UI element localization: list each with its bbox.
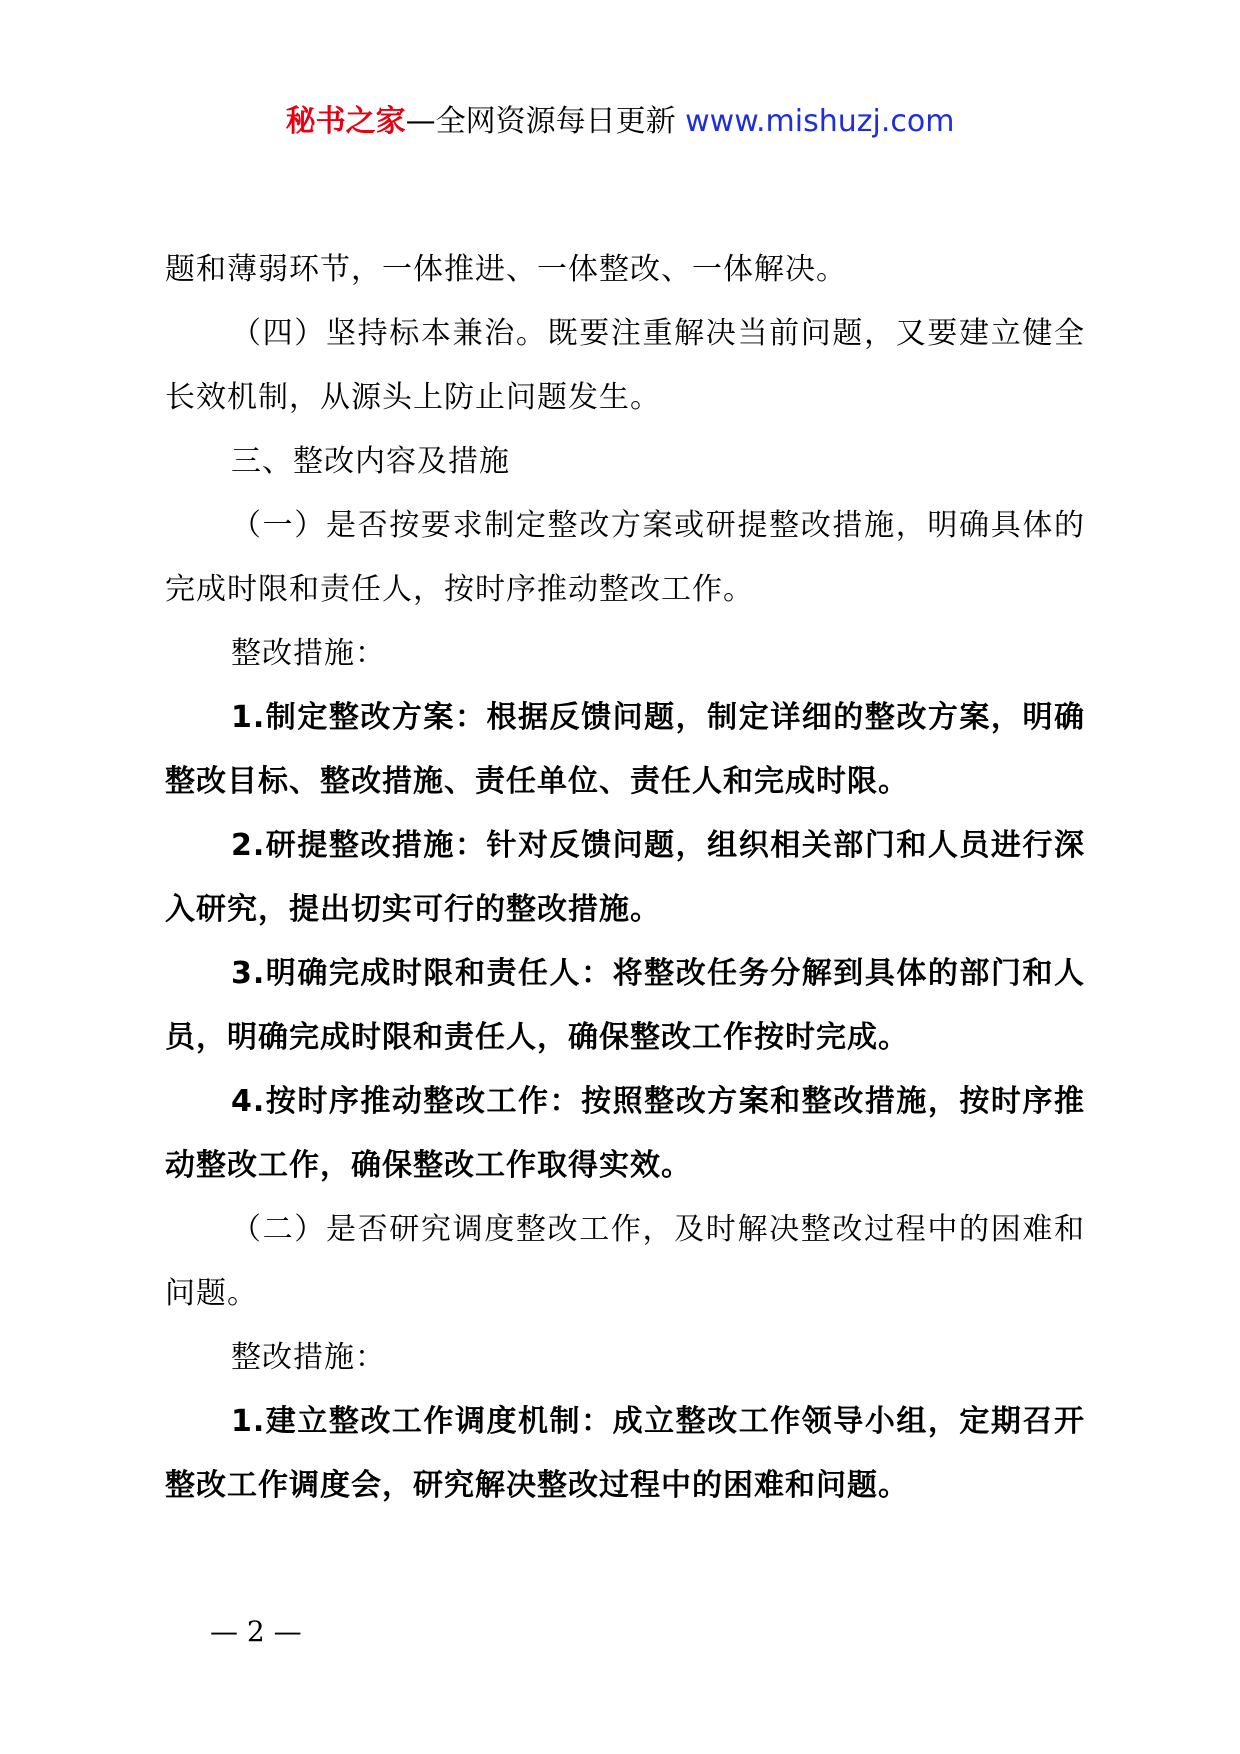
paragraph-item-one: （一）是否按要求制定整改方案或研提整改措施，明确具体的完成时限和责任人，按时序推动整改工作。 xyxy=(165,508,1085,607)
measure-item: 4.按时序推动整改工作：按照整改方案和整改措施，按时序推动整改工作，确保整改工作取得实效。 xyxy=(165,1084,1085,1183)
site-brand: 秘书之家 xyxy=(285,104,406,139)
paragraph-item-two: （二）是否研究调度整改工作，及时解决整改过程中的困难和问题。 xyxy=(165,1212,1085,1311)
paragraph-principle-four: （四）坚持标本兼治。既要注重解决当前问题，又要建立健全长效机制，从源头上防止问题发生。 xyxy=(165,316,1085,415)
measure-item: 1.建立整改工作调度机制：成立整改工作领导小组，定期召开整改工作调度会，研究解决整改过程中的困难和问题。 xyxy=(165,1404,1085,1503)
measure-item: 2.研提整改措施：针对反馈问题，组织相关部门和人员进行深入研究，提出切实可行的整改措施。 xyxy=(165,828,1085,927)
document-body xyxy=(165,238,1085,1518)
site-url-link[interactable]: www.mishuzj.com xyxy=(685,104,955,139)
site-header xyxy=(0,100,1240,144)
paragraph-continuation: 题和薄弱环节，一体推进、一体整改、一体解决。 xyxy=(165,252,847,287)
page-number: — 2 — xyxy=(210,1615,302,1648)
measures-label: 整改措施： xyxy=(231,636,386,671)
measures-label: 整改措施： xyxy=(231,1340,386,1375)
site-slogan: —全网资源每日更新 xyxy=(405,104,676,139)
section-heading-three: 三、整改内容及措施 xyxy=(231,444,510,479)
measure-item: 3.明确完成时限和责任人：将整改任务分解到具体的部门和人员，明确完成时限和责任人，确保整改工作按时完成。 xyxy=(165,956,1085,1055)
measure-item: 1.制定整改方案：根据反馈问题，制定详细的整改方案，明确整改目标、整改措施、责任单位、责任人和完成时限。 xyxy=(165,700,1085,799)
